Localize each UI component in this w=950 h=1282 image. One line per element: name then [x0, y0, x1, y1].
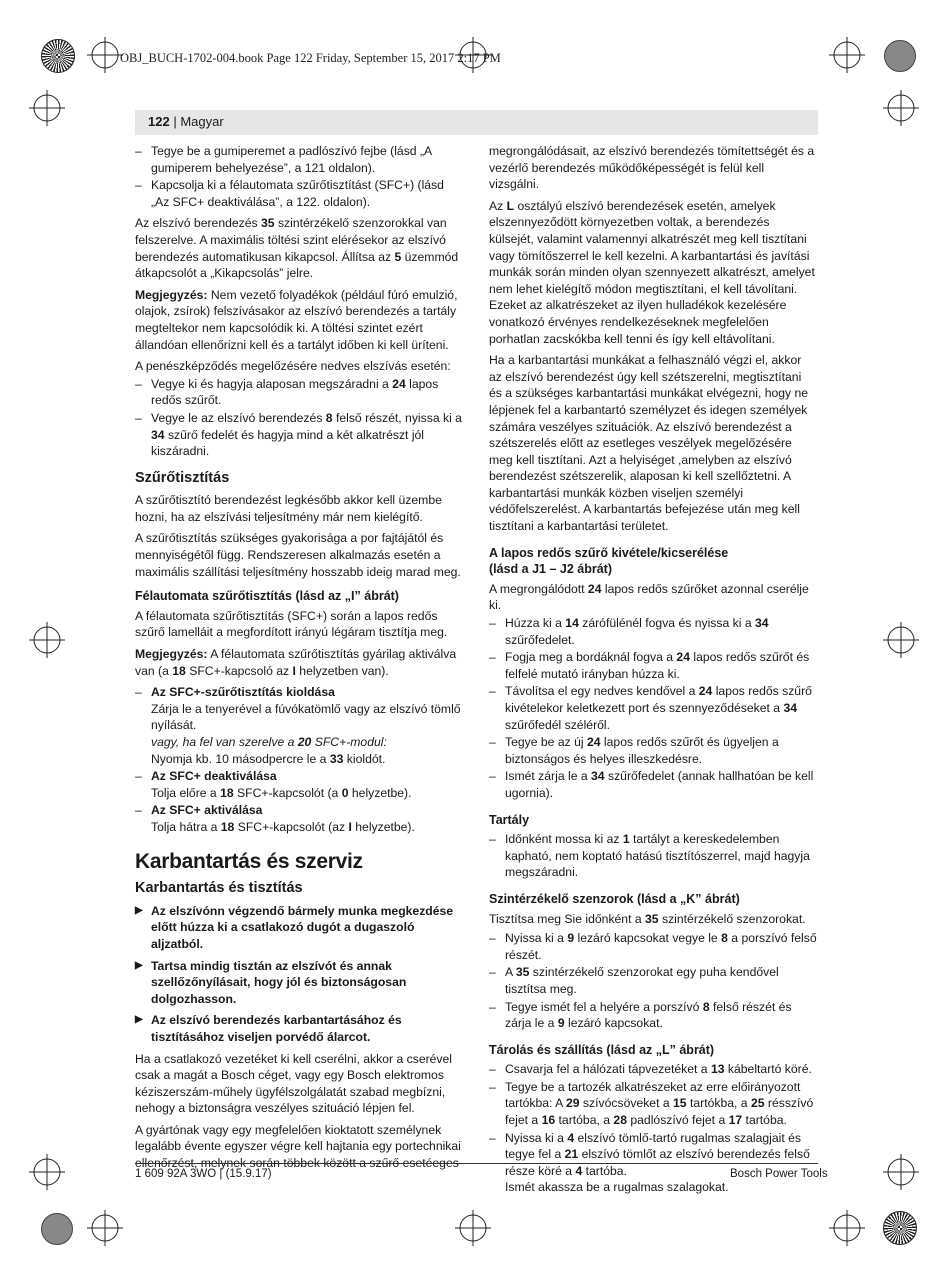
list-item: – Nyissa ki a 4 elszívó tömlő-tartó rugalmas szalagjait és tegye fel a 21 elszívó tömlőt az elszívó berendezés felső része köré a 4 tartóba. Ismét akassza be a rugalmas szalagokat. [489, 1130, 810, 1195]
page-number: 122 [148, 114, 170, 129]
print-info-line: OBJ_BUCH-1702-004.book Page 122 Friday, September 15, 2017 2:17 PM [120, 51, 501, 65]
warning-item: ▶ Az elszívó berendezés karbantartásához és tisztításához viseljen porvédő álarcot. [135, 1013, 402, 1044]
triangle-bullet-icon: ▶ [135, 904, 143, 916]
list-item: – Időnként mossa ki az 1 tartályt a kereskedelemben kapható, nem koptató hatású tisztítószerrel, majd hagyja megszáradni. [489, 832, 810, 880]
list-item: – Tegye be az új 24 lapos redős szűrőt és ügyeljen a biztonságos és helyes illeszkedésre. [489, 735, 779, 766]
list-item: – Tegye be a gumiperemet a padlószívó fejbe (lásd „A gumiperem behelyezése”, a 121 oldalon). [135, 144, 432, 175]
page-header-bar [135, 110, 818, 135]
list-item: – Ismét zárja le a 34 szűrőfedelet (annak hallhatóan be kell ugornia). [489, 769, 814, 800]
paragraph: A szűrőtisztító berendezést legkésőbb akkor kell üzembe hozni, ha az elszívási teljesítmény már nem kielégítő. [135, 493, 442, 524]
list-item: – Távolítsa el egy nedves kendővel a 24 lapos redős szűrő kivételekor keletkezett port és szennyeződéseket a 34 szűrőfedél széléről. [489, 684, 812, 732]
paragraph: A megrongálódott 24 lapos redős szűrőket azonnal cserélje ki. [489, 581, 809, 613]
list-item: – Vegye ki és hagyja alaposan megszáradni a 24 lapos redős szűrőt. [135, 376, 439, 408]
footer-brand: Bosch Power Tools [730, 1168, 828, 1180]
paragraph: A szűrőtisztítás szükséges gyakorisága a por fajtájától és mennyiségétől függ. Rendszeresen alkalmazás esetén a maximális szállítási teljesítmény hosszabb ideig marad meg. [135, 531, 461, 579]
footer-doc-id: 1 609 92A 3WO | (15.9.17) [135, 1168, 272, 1180]
list-item: – Az SFC+ deaktiválása Tolja előre a 18 SFC+-kapcsolót (a 0 helyzetbe). [135, 769, 412, 800]
list-item: – Tegye ismét fel a helyére a porszívó 8 felső részét és zárja le a 9 lezáró kapcsokat. [489, 999, 792, 1031]
triangle-bullet-icon: ▶ [135, 1014, 143, 1026]
page-header: 122 | Magyar [148, 114, 224, 129]
subsection-heading: Félautomata szűrőtisztítás (lásd az „I” ábrát) [135, 589, 399, 604]
right-column [489, 143, 817, 1197]
list-item: – Tegye be a tartozék alkatrészeket az erre előirányozott tartókba: A 29 szívócsöveket a 15 tartókba, a 25 résszívó fejet a 16 tartóba, a 28 padlószívó fejet a 17 tartóba. [489, 1079, 814, 1128]
page-language: Magyar [180, 114, 224, 129]
paragraph: Ha a csatlakozó vezetéket ki kell cserélni, akkor a cserével csak a magát a Bosch céget, vagy egy Bosch elektromos kéziszerszám-műhely ügyfélszolgálatát szabad megbízni, nehogy a biztonságra veszélyes szituáció lépjen fel. [135, 1051, 453, 1116]
subsection-heading: Szintérzékelő szenzorok (lásd a „K” ábrát) [489, 891, 740, 906]
footer-divider [135, 1163, 818, 1164]
list-item: – Az SFC+-szűrőtisztítás kioldása Zárja le a tenyerével a fúvókatömlő vagy az elszívó tömlő nyílását. vagy, ha fel van szerelve a 20 SFC+-modul: Nyomja kb. 10 másodpercre le a 33 kioldót. [135, 685, 461, 766]
paragraph: Az elszívó berendezés 35 szintérzékelő szenzorokkal van felszerelve. A maximális töltési szint elérésekor az elszívó berendezés automatikusan kikapcsol. Állítsa az 5 üzemmód átkapcsolót a „Kikapcsolás” jelre. [135, 216, 459, 281]
list-item: – Vegye le az elszívó berendezés 8 felső részét, nyissa ki a 34 szűrő fedelét és hagyja mind a két alkatrészt jól kiszáradni. [135, 410, 462, 459]
left-column [135, 143, 463, 1177]
paragraph: A penészképződés megelőzésére nedves elszívás esetén: [135, 359, 451, 374]
list-item: – A 35 szintérzékelő szenzorokat egy puha kendővel tisztítsa meg. [489, 965, 779, 996]
list-item: – Kapcsolja ki a félautomata szűrőtisztítást (SFC+) (lásd „Az SFC+ deaktiválása”, a 122. oldalon). [135, 178, 444, 209]
triangle-bullet-icon: ▶ [135, 959, 143, 971]
chapter-heading: Karbantartás és szerviz [135, 849, 363, 873]
subsection-heading: A lapos redős szűrő kivétele/kicserélése (lásd a J1 – J2 ábrát) [489, 545, 729, 577]
list-item: – Fogja meg a bordáknál fogva a 24 lapos redős szűrőt és felfelé mutató irányban húzza ki. [489, 650, 810, 681]
subsection-heading: Tartály [489, 812, 530, 827]
section-heading: Karbantartás és tisztítás [135, 880, 303, 897]
list-item: – Az SFC+ aktiválása Tolja hátra a 18 SFC+-kapcsolót (az I helyzetbe). [135, 803, 415, 834]
paragraph: Ha a karbantartási munkákat a felhasználó végzi el, akkor az elszívó berendezést úgy kell szétszerelni, megtisztítani és a szükséges karbantartási munkákat elvégezni, hogy ne lépjenek fel a karbantartó személyzet és idegen személyek számára veszélyes szituációk. Az elszívó berendezést a szétszerelés előtt az esetleges veszélyek megelőzésére meg kell tisztítani. Azt a helyiséget ,amelyben az elszívó berendezést szétszerelik, alaposan ki kell szellőztetni. A karbantartási munkák közben viseljen személyi védőfelszerelést. A karbantartás befejezése után meg kell tisztítani a karbantartási területet. [489, 353, 809, 534]
warning-item: ▶ Az elszívónn végzendő bármely munka megkezdése előtt húzza ki a csatlakozó dugót a dugaszoló aljzatból. [135, 903, 454, 951]
paragraph: A gyártónak vagy egy megfelelően kioktatott személynek legalább évente egyszer végre kell hajtania egy portechnikai ellenőrzést, melynek során többek között a szűrő esetéeges [135, 1122, 461, 1171]
warning-item: ▶ Tartsa mindig tisztán az elszívót és annak szellőzőnyílásait, hogy jól és biztonságosan dolgozhasson. [135, 958, 407, 1006]
note-paragraph: Megjegyzés: Nem vezető folyadékok (például fúró emulzió, olajok, zsírok) felszívásakor az elszívó berendezés a tartály megteltekor nem kapcsolódik ki. A töltési szintet ezért állandóan ellenőrizni kell és a tartályt időben ki kell üríteni. [135, 287, 458, 352]
paragraph: megrongálódásait, az elszívó berendezés tömítettségét és a vezérlő berendezés működőképességét is felül kell vizsgálni. [489, 144, 815, 192]
subsection-heading: Tárolás és szállítás (lásd az „L” ábrát) [489, 1042, 715, 1057]
paragraph: Tisztítsa meg Sie időnként a 35 szintérzékelő szenzorokat. [489, 911, 806, 926]
note-paragraph: Megjegyzés: A félautomata szűrőtisztítás gyárilag aktiválva van (a 18 SFC+-kapcsoló az I helyzetben van). [135, 647, 457, 678]
list-item: – Húzza ki a 14 zárófülénél fogva és nyissa ki a 34 szűrőfedelet. [489, 616, 769, 647]
list-item: – Csavarja fel a hálózati tápvezetéket a 13 kábeltartó köré. [489, 1062, 812, 1077]
paragraph: A félautomata szűrőtisztítás (SFC+) során a lapos redős szűrő lamelláit a megfordított irányú légáram tisztítja meg. [135, 608, 448, 640]
list-item: – Nyissa ki a 9 lezáró kapcsokat vegye le 8 a porszívó felső részét. [489, 931, 817, 962]
section-heading: Szűrőtisztítás [135, 469, 230, 486]
paragraph: Az L osztályú elszívó berendezések esetén, amelyek elszennyeződött környezetben voltak, a berendezés külsejét, valamint valamennyi alkatrészét meg kell tisztítani vagy tömítőszerrel le kell kezelni. A karbantartási és javítási munkák során minden olyan szennyezett alkatrészt, amelyet nem lehet kielégítő módon megtisztítani, el kell távolítani. Ezeket az alkatrészeket az ilyen hulladékok kezelésére vonatkozó érvényes rendelkezéseknek megfelelően porhatlan zacskókba kell tenni és így kell eltávolítani. [489, 198, 815, 346]
